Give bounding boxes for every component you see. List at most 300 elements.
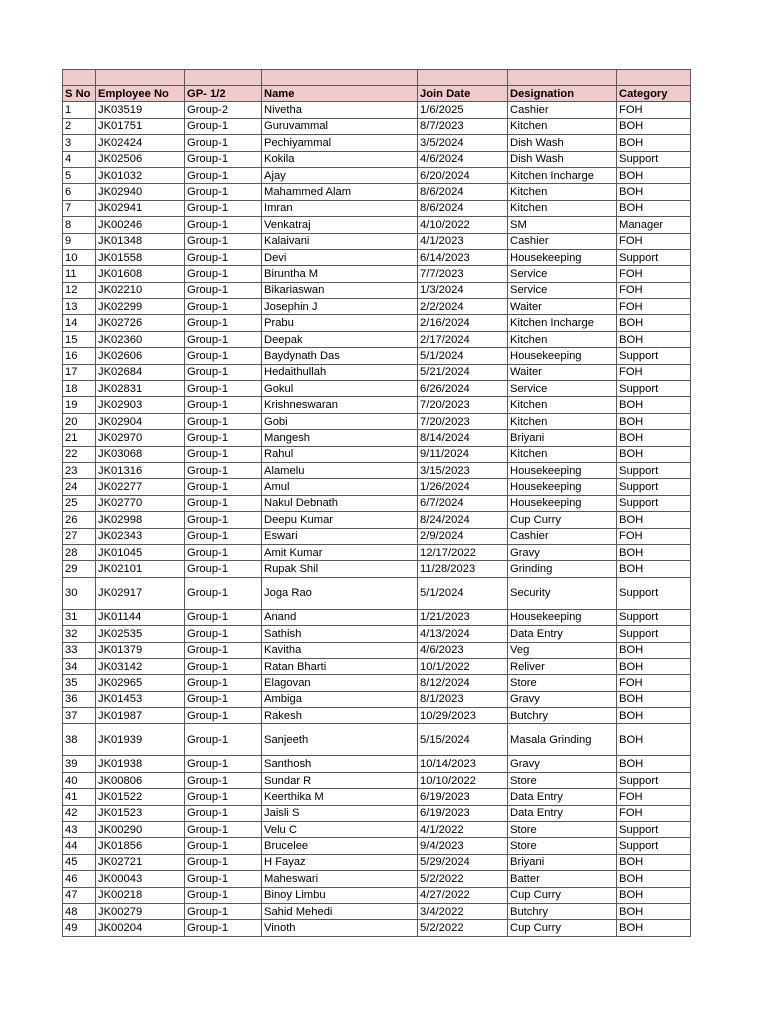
- header-employee-no[interactable]: Employee No: [96, 86, 185, 102]
- cell-sno[interactable]: 9: [63, 233, 96, 249]
- cell-group[interactable]: Group-1: [185, 151, 262, 167]
- cell-join-date[interactable]: 9/4/2023: [418, 838, 508, 854]
- header-join-date[interactable]: Join Date: [418, 86, 508, 102]
- cell-employee-no[interactable]: JK01032: [96, 167, 185, 183]
- cell-employee-no[interactable]: JK02299: [96, 299, 185, 315]
- cell-designation[interactable]: Kitchen: [508, 413, 617, 429]
- cell-group[interactable]: Group-1: [185, 561, 262, 577]
- cell-name[interactable]: Mahammed Alam: [262, 184, 418, 200]
- cell-employee-no[interactable]: JK01939: [96, 724, 185, 756]
- cell-category[interactable]: BOH: [617, 413, 691, 429]
- cell-join-date[interactable]: 7/7/2023: [418, 266, 508, 282]
- cell-group[interactable]: Group-1: [185, 626, 262, 642]
- cell-join-date[interactable]: 6/14/2023: [418, 249, 508, 265]
- header-category[interactable]: Category: [617, 86, 691, 102]
- cell-sno[interactable]: 43: [63, 822, 96, 838]
- cell-designation[interactable]: Housekeeping: [508, 609, 617, 625]
- cell-employee-no[interactable]: JK01856: [96, 838, 185, 854]
- cell-designation[interactable]: Housekeeping: [508, 495, 617, 511]
- cell-name[interactable]: Josephin J: [262, 299, 418, 315]
- cell-designation[interactable]: Dish Wash: [508, 135, 617, 151]
- cell-join-date[interactable]: 4/10/2022: [418, 217, 508, 233]
- cell-join-date[interactable]: 6/19/2023: [418, 789, 508, 805]
- cell-category[interactable]: BOH: [617, 871, 691, 887]
- cell-category[interactable]: FOH: [617, 805, 691, 821]
- cell-category[interactable]: Support: [617, 772, 691, 788]
- cell-designation[interactable]: Kitchen: [508, 118, 617, 134]
- cell-name[interactable]: Hedaithullah: [262, 364, 418, 380]
- cell-join-date[interactable]: 7/20/2023: [418, 413, 508, 429]
- cell-sno[interactable]: 17: [63, 364, 96, 380]
- cell-employee-no[interactable]: JK01348: [96, 233, 185, 249]
- cell-group[interactable]: Group-1: [185, 462, 262, 478]
- header-group[interactable]: GP- 1/2: [185, 86, 262, 102]
- cell-name[interactable]: Mangesh: [262, 430, 418, 446]
- cell-category[interactable]: FOH: [617, 675, 691, 691]
- cell-employee-no[interactable]: JK00806: [96, 772, 185, 788]
- cell-designation[interactable]: Grinding: [508, 561, 617, 577]
- cell-name[interactable]: Keerthika M: [262, 789, 418, 805]
- cell-name[interactable]: Deepak: [262, 331, 418, 347]
- cell-employee-no[interactable]: JK02917: [96, 577, 185, 609]
- cell-sno[interactable]: 35: [63, 675, 96, 691]
- cell-name[interactable]: Vinoth: [262, 920, 418, 936]
- cell-designation[interactable]: Batter: [508, 871, 617, 887]
- cell-name[interactable]: Nakul Debnath: [262, 495, 418, 511]
- cell-join-date[interactable]: 12/17/2022: [418, 544, 508, 560]
- cell-designation[interactable]: Veg: [508, 642, 617, 658]
- cell-join-date[interactable]: 6/26/2024: [418, 381, 508, 397]
- cell-name[interactable]: Baydynath Das: [262, 348, 418, 364]
- cell-name[interactable]: H Fayaz: [262, 854, 418, 870]
- cell-category[interactable]: BOH: [617, 708, 691, 724]
- cell-name[interactable]: Rakesh: [262, 708, 418, 724]
- cell-designation[interactable]: Gravy: [508, 691, 617, 707]
- cell-name[interactable]: Gokul: [262, 381, 418, 397]
- cell-join-date[interactable]: 10/10/2022: [418, 772, 508, 788]
- cell-name[interactable]: Jaisli S: [262, 805, 418, 821]
- cell-category[interactable]: BOH: [617, 658, 691, 674]
- cell-join-date[interactable]: 4/13/2024: [418, 626, 508, 642]
- cell-category[interactable]: BOH: [617, 512, 691, 528]
- cell-group[interactable]: Group-1: [185, 544, 262, 560]
- cell-sno[interactable]: 3: [63, 135, 96, 151]
- cell-sno[interactable]: 12: [63, 282, 96, 298]
- cell-sno[interactable]: 32: [63, 626, 96, 642]
- cell-group[interactable]: Group-1: [185, 381, 262, 397]
- cell-name[interactable]: Ambiga: [262, 691, 418, 707]
- cell-sno[interactable]: 6: [63, 184, 96, 200]
- cell-employee-no[interactable]: JK02684: [96, 364, 185, 380]
- cell-designation[interactable]: Housekeeping: [508, 249, 617, 265]
- cell-sno[interactable]: 29: [63, 561, 96, 577]
- cell-category[interactable]: BOH: [617, 642, 691, 658]
- cell-group[interactable]: Group-1: [185, 528, 262, 544]
- cell-group[interactable]: Group-1: [185, 658, 262, 674]
- cell-name[interactable]: Imran: [262, 200, 418, 216]
- cell-category[interactable]: BOH: [617, 903, 691, 919]
- cell-employee-no[interactable]: JK02770: [96, 495, 185, 511]
- cell-category[interactable]: FOH: [617, 102, 691, 118]
- cell-name[interactable]: Biruntha M: [262, 266, 418, 282]
- cell-join-date[interactable]: 4/6/2024: [418, 151, 508, 167]
- cell-group[interactable]: Group-1: [185, 675, 262, 691]
- cell-group[interactable]: Group-2: [185, 102, 262, 118]
- cell-employee-no[interactable]: JK01608: [96, 266, 185, 282]
- cell-name[interactable]: Sahid Mehedi: [262, 903, 418, 919]
- cell-sno[interactable]: 39: [63, 756, 96, 772]
- cell-join-date[interactable]: 4/6/2023: [418, 642, 508, 658]
- cell-category[interactable]: Support: [617, 381, 691, 397]
- cell-employee-no[interactable]: JK02506: [96, 151, 185, 167]
- cell-group[interactable]: Group-1: [185, 430, 262, 446]
- cell-join-date[interactable]: 8/12/2024: [418, 675, 508, 691]
- cell-sno[interactable]: 15: [63, 331, 96, 347]
- cell-category[interactable]: FOH: [617, 364, 691, 380]
- cell-designation[interactable]: Butchry: [508, 903, 617, 919]
- cell-sno[interactable]: 49: [63, 920, 96, 936]
- cell-designation[interactable]: Kitchen: [508, 331, 617, 347]
- cell-group[interactable]: Group-1: [185, 871, 262, 887]
- cell-employee-no[interactable]: JK02998: [96, 512, 185, 528]
- cell-name[interactable]: Velu C: [262, 822, 418, 838]
- cell-employee-no[interactable]: JK00204: [96, 920, 185, 936]
- cell-group[interactable]: Group-1: [185, 772, 262, 788]
- cell-sno[interactable]: 4: [63, 151, 96, 167]
- cell-group[interactable]: Group-1: [185, 397, 262, 413]
- cell-join-date[interactable]: 3/4/2022: [418, 903, 508, 919]
- cell-group[interactable]: Group-1: [185, 805, 262, 821]
- cell-name[interactable]: Sathish: [262, 626, 418, 642]
- cell-category[interactable]: BOH: [617, 200, 691, 216]
- cell-category[interactable]: BOH: [617, 887, 691, 903]
- cell-join-date[interactable]: 5/21/2024: [418, 364, 508, 380]
- cell-name[interactable]: Venkatraj: [262, 217, 418, 233]
- cell-group[interactable]: Group-1: [185, 118, 262, 134]
- header-designation[interactable]: Designation: [508, 86, 617, 102]
- cell-group[interactable]: Group-1: [185, 789, 262, 805]
- cell-designation[interactable]: Masala Grinding: [508, 724, 617, 756]
- cell-group[interactable]: Group-1: [185, 299, 262, 315]
- cell-name[interactable]: Amul: [262, 479, 418, 495]
- cell-name[interactable]: Sundar R: [262, 772, 418, 788]
- cell-name[interactable]: Pechiyammal: [262, 135, 418, 151]
- cell-sno[interactable]: 5: [63, 167, 96, 183]
- cell-sno[interactable]: 20: [63, 413, 96, 429]
- cell-group[interactable]: Group-1: [185, 348, 262, 364]
- cell-sno[interactable]: 22: [63, 446, 96, 462]
- cell-sno[interactable]: 42: [63, 805, 96, 821]
- cell-category[interactable]: BOH: [617, 920, 691, 936]
- cell-category[interactable]: FOH: [617, 299, 691, 315]
- cell-employee-no[interactable]: JK02606: [96, 348, 185, 364]
- cell-category[interactable]: Support: [617, 462, 691, 478]
- cell-designation[interactable]: Gravy: [508, 756, 617, 772]
- cell-join-date[interactable]: 4/27/2022: [418, 887, 508, 903]
- cell-category[interactable]: BOH: [617, 184, 691, 200]
- cell-group[interactable]: Group-1: [185, 724, 262, 756]
- cell-group[interactable]: Group-1: [185, 708, 262, 724]
- cell-name[interactable]: Santhosh: [262, 756, 418, 772]
- cell-group[interactable]: Group-1: [185, 217, 262, 233]
- cell-join-date[interactable]: 6/7/2024: [418, 495, 508, 511]
- cell-join-date[interactable]: 4/1/2023: [418, 233, 508, 249]
- cell-group[interactable]: Group-1: [185, 364, 262, 380]
- cell-name[interactable]: Maheswari: [262, 871, 418, 887]
- cell-sno[interactable]: 46: [63, 871, 96, 887]
- cell-employee-no[interactable]: JK00043: [96, 871, 185, 887]
- cell-sno[interactable]: 36: [63, 691, 96, 707]
- cell-name[interactable]: Binoy Limbu: [262, 887, 418, 903]
- cell-group[interactable]: Group-1: [185, 479, 262, 495]
- cell-join-date[interactable]: 10/1/2022: [418, 658, 508, 674]
- cell-employee-no[interactable]: JK02904: [96, 413, 185, 429]
- cell-designation[interactable]: Housekeeping: [508, 348, 617, 364]
- cell-category[interactable]: FOH: [617, 266, 691, 282]
- cell-name[interactable]: Bikariaswan: [262, 282, 418, 298]
- cell-employee-no[interactable]: JK01379: [96, 642, 185, 658]
- cell-category[interactable]: BOH: [617, 118, 691, 134]
- cell-sno[interactable]: 47: [63, 887, 96, 903]
- cell-sno[interactable]: 18: [63, 381, 96, 397]
- header-name[interactable]: Name: [262, 86, 418, 102]
- cell-designation[interactable]: Waiter: [508, 299, 617, 315]
- cell-designation[interactable]: Service: [508, 266, 617, 282]
- cell-group[interactable]: Group-1: [185, 167, 262, 183]
- cell-designation[interactable]: Reliver: [508, 658, 617, 674]
- cell-employee-no[interactable]: JK01045: [96, 544, 185, 560]
- cell-name[interactable]: Kalaivani: [262, 233, 418, 249]
- cell-group[interactable]: Group-1: [185, 838, 262, 854]
- cell-designation[interactable]: Cup Curry: [508, 887, 617, 903]
- cell-employee-no[interactable]: JK00246: [96, 217, 185, 233]
- cell-join-date[interactable]: 11/28/2023: [418, 561, 508, 577]
- cell-category[interactable]: Support: [617, 609, 691, 625]
- cell-designation[interactable]: Gravy: [508, 544, 617, 560]
- cell-category[interactable]: Manager: [617, 217, 691, 233]
- cell-designation[interactable]: Briyani: [508, 430, 617, 446]
- cell-join-date[interactable]: 8/1/2023: [418, 691, 508, 707]
- cell-join-date[interactable]: 4/1/2022: [418, 822, 508, 838]
- cell-group[interactable]: Group-1: [185, 266, 262, 282]
- cell-category[interactable]: BOH: [617, 331, 691, 347]
- cell-name[interactable]: Anand: [262, 609, 418, 625]
- cell-group[interactable]: Group-1: [185, 200, 262, 216]
- cell-employee-no[interactable]: JK02343: [96, 528, 185, 544]
- cell-category[interactable]: Support: [617, 626, 691, 642]
- cell-designation[interactable]: Butchry: [508, 708, 617, 724]
- cell-category[interactable]: Support: [617, 151, 691, 167]
- cell-sno[interactable]: 8: [63, 217, 96, 233]
- cell-name[interactable]: Gobi: [262, 413, 418, 429]
- cell-employee-no[interactable]: JK03519: [96, 102, 185, 118]
- cell-group[interactable]: Group-1: [185, 495, 262, 511]
- cell-name[interactable]: Prabu: [262, 315, 418, 331]
- cell-employee-no[interactable]: JK02970: [96, 430, 185, 446]
- cell-join-date[interactable]: 2/2/2024: [418, 299, 508, 315]
- cell-group[interactable]: Group-1: [185, 315, 262, 331]
- cell-group[interactable]: Group-1: [185, 249, 262, 265]
- cell-sno[interactable]: 10: [63, 249, 96, 265]
- cell-designation[interactable]: Housekeeping: [508, 479, 617, 495]
- cell-category[interactable]: BOH: [617, 446, 691, 462]
- cell-category[interactable]: BOH: [617, 756, 691, 772]
- cell-sno[interactable]: 33: [63, 642, 96, 658]
- cell-join-date[interactable]: 6/20/2024: [418, 167, 508, 183]
- cell-name[interactable]: Elagovan: [262, 675, 418, 691]
- cell-designation[interactable]: Kitchen Incharge: [508, 315, 617, 331]
- cell-category[interactable]: BOH: [617, 135, 691, 151]
- cell-join-date[interactable]: 5/1/2024: [418, 577, 508, 609]
- cell-employee-no[interactable]: JK01751: [96, 118, 185, 134]
- cell-sno[interactable]: 19: [63, 397, 96, 413]
- cell-designation[interactable]: Data Entry: [508, 789, 617, 805]
- cell-sno[interactable]: 34: [63, 658, 96, 674]
- cell-sno[interactable]: 23: [63, 462, 96, 478]
- cell-employee-no[interactable]: JK02360: [96, 331, 185, 347]
- cell-group[interactable]: Group-1: [185, 903, 262, 919]
- cell-sno[interactable]: 24: [63, 479, 96, 495]
- cell-employee-no[interactable]: JK02941: [96, 200, 185, 216]
- cell-category[interactable]: BOH: [617, 544, 691, 560]
- cell-employee-no[interactable]: JK03068: [96, 446, 185, 462]
- cell-designation[interactable]: Kitchen: [508, 200, 617, 216]
- cell-sno[interactable]: 30: [63, 577, 96, 609]
- cell-category[interactable]: FOH: [617, 233, 691, 249]
- cell-sno[interactable]: 7: [63, 200, 96, 216]
- cell-join-date[interactable]: 1/6/2025: [418, 102, 508, 118]
- cell-join-date[interactable]: 9/11/2024: [418, 446, 508, 462]
- cell-join-date[interactable]: 8/6/2024: [418, 184, 508, 200]
- cell-name[interactable]: Brucelee: [262, 838, 418, 854]
- cell-category[interactable]: BOH: [617, 315, 691, 331]
- cell-name[interactable]: Rupak Shil: [262, 561, 418, 577]
- cell-join-date[interactable]: 5/15/2024: [418, 724, 508, 756]
- cell-sno[interactable]: 13: [63, 299, 96, 315]
- cell-employee-no[interactable]: JK01522: [96, 789, 185, 805]
- cell-category[interactable]: Support: [617, 577, 691, 609]
- cell-designation[interactable]: Dish Wash: [508, 151, 617, 167]
- cell-join-date[interactable]: 8/14/2024: [418, 430, 508, 446]
- cell-sno[interactable]: 2: [63, 118, 96, 134]
- cell-group[interactable]: Group-1: [185, 756, 262, 772]
- cell-employee-no[interactable]: JK02726: [96, 315, 185, 331]
- cell-group[interactable]: Group-1: [185, 577, 262, 609]
- cell-join-date[interactable]: 2/16/2024: [418, 315, 508, 331]
- cell-category[interactable]: Support: [617, 479, 691, 495]
- cell-group[interactable]: Group-1: [185, 233, 262, 249]
- cell-sno[interactable]: 31: [63, 609, 96, 625]
- cell-join-date[interactable]: 1/3/2024: [418, 282, 508, 298]
- cell-designation[interactable]: Cashier: [508, 102, 617, 118]
- cell-sno[interactable]: 38: [63, 724, 96, 756]
- cell-join-date[interactable]: 8/6/2024: [418, 200, 508, 216]
- cell-designation[interactable]: Kitchen: [508, 397, 617, 413]
- cell-sno[interactable]: 44: [63, 838, 96, 854]
- cell-designation[interactable]: Security: [508, 577, 617, 609]
- cell-name[interactable]: Devi: [262, 249, 418, 265]
- cell-join-date[interactable]: 3/15/2023: [418, 462, 508, 478]
- cell-name[interactable]: Joga Rao: [262, 577, 418, 609]
- cell-group[interactable]: Group-1: [185, 609, 262, 625]
- cell-designation[interactable]: Waiter: [508, 364, 617, 380]
- cell-category[interactable]: BOH: [617, 561, 691, 577]
- cell-join-date[interactable]: 2/17/2024: [418, 331, 508, 347]
- cell-name[interactable]: Deepu Kumar: [262, 512, 418, 528]
- cell-designation[interactable]: Data Entry: [508, 805, 617, 821]
- cell-join-date[interactable]: 5/29/2024: [418, 854, 508, 870]
- cell-join-date[interactable]: 5/2/2022: [418, 871, 508, 887]
- cell-category[interactable]: FOH: [617, 282, 691, 298]
- cell-category[interactable]: BOH: [617, 691, 691, 707]
- cell-employee-no[interactable]: JK00218: [96, 887, 185, 903]
- cell-sno[interactable]: 26: [63, 512, 96, 528]
- cell-designation[interactable]: Kitchen: [508, 446, 617, 462]
- cell-category[interactable]: BOH: [617, 397, 691, 413]
- cell-join-date[interactable]: 5/1/2024: [418, 348, 508, 364]
- cell-sno[interactable]: 28: [63, 544, 96, 560]
- cell-category[interactable]: BOH: [617, 167, 691, 183]
- cell-designation[interactable]: Store: [508, 772, 617, 788]
- cell-sno[interactable]: 25: [63, 495, 96, 511]
- cell-employee-no[interactable]: JK01987: [96, 708, 185, 724]
- cell-join-date[interactable]: 8/24/2024: [418, 512, 508, 528]
- cell-group[interactable]: Group-1: [185, 282, 262, 298]
- cell-designation[interactable]: Store: [508, 822, 617, 838]
- cell-category[interactable]: Support: [617, 249, 691, 265]
- cell-designation[interactable]: Data Entry: [508, 626, 617, 642]
- cell-category[interactable]: BOH: [617, 854, 691, 870]
- cell-category[interactable]: FOH: [617, 789, 691, 805]
- cell-join-date[interactable]: 5/2/2022: [418, 920, 508, 936]
- cell-employee-no[interactable]: JK01938: [96, 756, 185, 772]
- cell-sno[interactable]: 27: [63, 528, 96, 544]
- cell-name[interactable]: Ratan Bharti: [262, 658, 418, 674]
- cell-employee-no[interactable]: JK02721: [96, 854, 185, 870]
- cell-group[interactable]: Group-1: [185, 854, 262, 870]
- cell-name[interactable]: Rahul: [262, 446, 418, 462]
- cell-category[interactable]: BOH: [617, 430, 691, 446]
- cell-sno[interactable]: 16: [63, 348, 96, 364]
- cell-employee-no[interactable]: JK02831: [96, 381, 185, 397]
- cell-employee-no[interactable]: JK02101: [96, 561, 185, 577]
- cell-join-date[interactable]: 8/7/2023: [418, 118, 508, 134]
- cell-category[interactable]: FOH: [617, 528, 691, 544]
- cell-designation[interactable]: Service: [508, 381, 617, 397]
- cell-sno[interactable]: 11: [63, 266, 96, 282]
- cell-group[interactable]: Group-1: [185, 887, 262, 903]
- cell-employee-no[interactable]: JK01523: [96, 805, 185, 821]
- cell-join-date[interactable]: 7/20/2023: [418, 397, 508, 413]
- cell-employee-no[interactable]: JK02277: [96, 479, 185, 495]
- cell-employee-no[interactable]: JK01558: [96, 249, 185, 265]
- cell-employee-no[interactable]: JK03142: [96, 658, 185, 674]
- cell-designation[interactable]: Cup Curry: [508, 920, 617, 936]
- cell-join-date[interactable]: 1/26/2024: [418, 479, 508, 495]
- cell-group[interactable]: Group-1: [185, 920, 262, 936]
- cell-name[interactable]: Amit Kumar: [262, 544, 418, 560]
- cell-join-date[interactable]: 2/9/2024: [418, 528, 508, 544]
- cell-employee-no[interactable]: JK01144: [96, 609, 185, 625]
- cell-category[interactable]: Support: [617, 348, 691, 364]
- cell-join-date[interactable]: 1/21/2023: [418, 609, 508, 625]
- header-sno[interactable]: S No: [63, 86, 96, 102]
- cell-name[interactable]: Ajay: [262, 167, 418, 183]
- cell-employee-no[interactable]: JK02210: [96, 282, 185, 298]
- cell-group[interactable]: Group-1: [185, 331, 262, 347]
- cell-employee-no[interactable]: JK02965: [96, 675, 185, 691]
- cell-group[interactable]: Group-1: [185, 642, 262, 658]
